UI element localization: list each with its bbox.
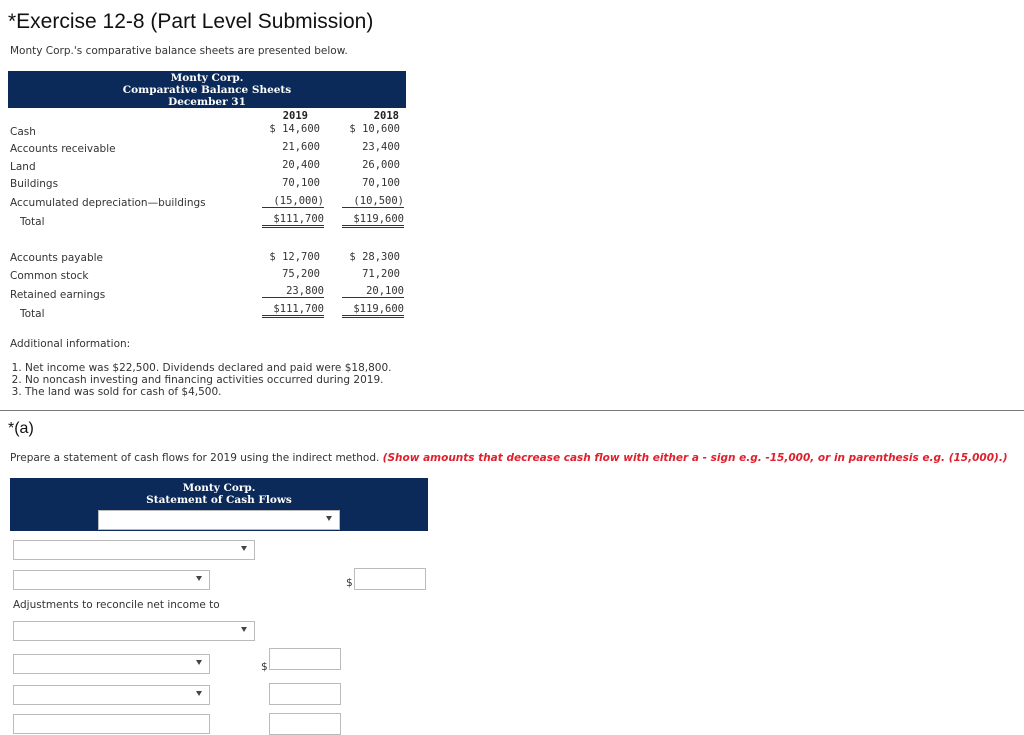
adjustment-amount-input[interactable]: [269, 683, 341, 705]
row-label-retained-earnings: Retained earnings: [10, 289, 106, 301]
retained-earnings-2018: 20,100: [342, 285, 404, 298]
instruction-note: (Show amounts that decrease cash flow with either a - sign e.g. -15,000, or in parenthesis e.g. (15,000).): [382, 452, 1008, 464]
chevron-down-icon: [196, 691, 202, 696]
part-a-label: *(a): [8, 420, 34, 437]
ar-2018: 23,400: [362, 141, 400, 153]
balance-sheet-header: [8, 71, 406, 108]
adjustment-line-select[interactable]: [13, 654, 210, 674]
adjustments-label: Adjustments to reconcile net income to: [13, 599, 220, 611]
buildings-2018: 70,100: [362, 177, 400, 189]
year-2018-header: 2018: [373, 110, 399, 122]
adjustment-line-select[interactable]: [13, 714, 210, 734]
row-label-accumulated-depreciation: Accumulated depreciation—buildings: [10, 197, 206, 209]
info-item: 1. Net income was $22,500. Dividends declared and paid were $18,800.: [25, 362, 391, 374]
section-divider: [0, 410, 1024, 411]
adjustment-amount-input[interactable]: [269, 648, 341, 670]
total-assets-2019: $111,700: [262, 213, 324, 228]
row-label-total-assets: Total: [20, 216, 45, 228]
chevron-down-icon: [196, 660, 202, 665]
chevron-down-icon: [326, 516, 332, 521]
cash-2019: $ 14,600: [269, 123, 320, 135]
instruction-text: [10, 452, 1008, 464]
year-2019-header: 2019: [282, 110, 308, 122]
retained-earnings-2019: 23,800: [262, 285, 324, 298]
adjustment-description-select[interactable]: [13, 621, 255, 641]
common-stock-2018: 71,200: [362, 268, 400, 280]
cash-2018: $ 10,600: [349, 123, 400, 135]
statement-title: Comparative Balance Sheets: [122, 84, 292, 96]
row-label-cash: Cash: [10, 126, 36, 138]
land-2019: 20,400: [282, 159, 320, 171]
land-2018: 26,000: [362, 159, 400, 171]
chevron-down-icon: [196, 576, 202, 581]
net-income-input[interactable]: [354, 568, 426, 590]
dollar-sign: $: [346, 577, 353, 589]
additional-info-list: [10, 362, 391, 398]
row-label-total-liabilities: Total: [20, 308, 45, 320]
chevron-down-icon: [241, 627, 247, 632]
total-assets-2018: $119,600: [342, 213, 404, 228]
total-liabilities-2019: $111,700: [262, 303, 324, 318]
period-select[interactable]: [98, 510, 340, 530]
cf-statement-title: Statement of Cash Flows: [146, 494, 292, 506]
info-item: 3. The land was sold for cash of $4,500.: [25, 386, 391, 398]
chevron-down-icon: [241, 546, 247, 551]
row-label-buildings: Buildings: [10, 178, 59, 190]
intro-text: Monty Corp.'s comparative balance sheets are presented below.: [10, 45, 348, 57]
cf-company-name: Monty Corp.: [182, 482, 256, 494]
buildings-2019: 70,100: [282, 177, 320, 189]
accum-dep-2019: (15,000): [262, 195, 324, 208]
ar-2019: 21,600: [282, 141, 320, 153]
ap-2018: $ 28,300: [349, 251, 400, 263]
statement-date: December 31: [168, 96, 246, 108]
adjustment-line-select[interactable]: [13, 685, 210, 705]
total-liabilities-2018: $119,600: [342, 303, 404, 318]
instruction-main: Prepare a statement of cash flows for 2019 using the indirect method.: [10, 452, 380, 464]
adjustment-amount-input[interactable]: [269, 713, 341, 735]
row-label-accounts-payable: Accounts payable: [10, 252, 103, 264]
accum-dep-2018: (10,500): [342, 195, 404, 208]
company-name: Monty Corp.: [170, 72, 244, 84]
page-title: *Exercise 12-8 (Part Level Submission): [8, 10, 374, 33]
row-label-common-stock: Common stock: [10, 270, 89, 282]
row-label-land: Land: [10, 161, 36, 173]
ap-2019: $ 12,700: [269, 251, 320, 263]
cf-section-select[interactable]: [13, 540, 255, 560]
cf-line-select[interactable]: [13, 570, 210, 590]
info-item: 2. No noncash investing and financing activities occurred during 2019.: [25, 374, 391, 386]
row-label-accounts-receivable: Accounts receivable: [10, 143, 116, 155]
dollar-sign: $: [261, 661, 268, 673]
common-stock-2019: 75,200: [282, 268, 320, 280]
additional-info-heading: Additional information:: [10, 338, 131, 350]
